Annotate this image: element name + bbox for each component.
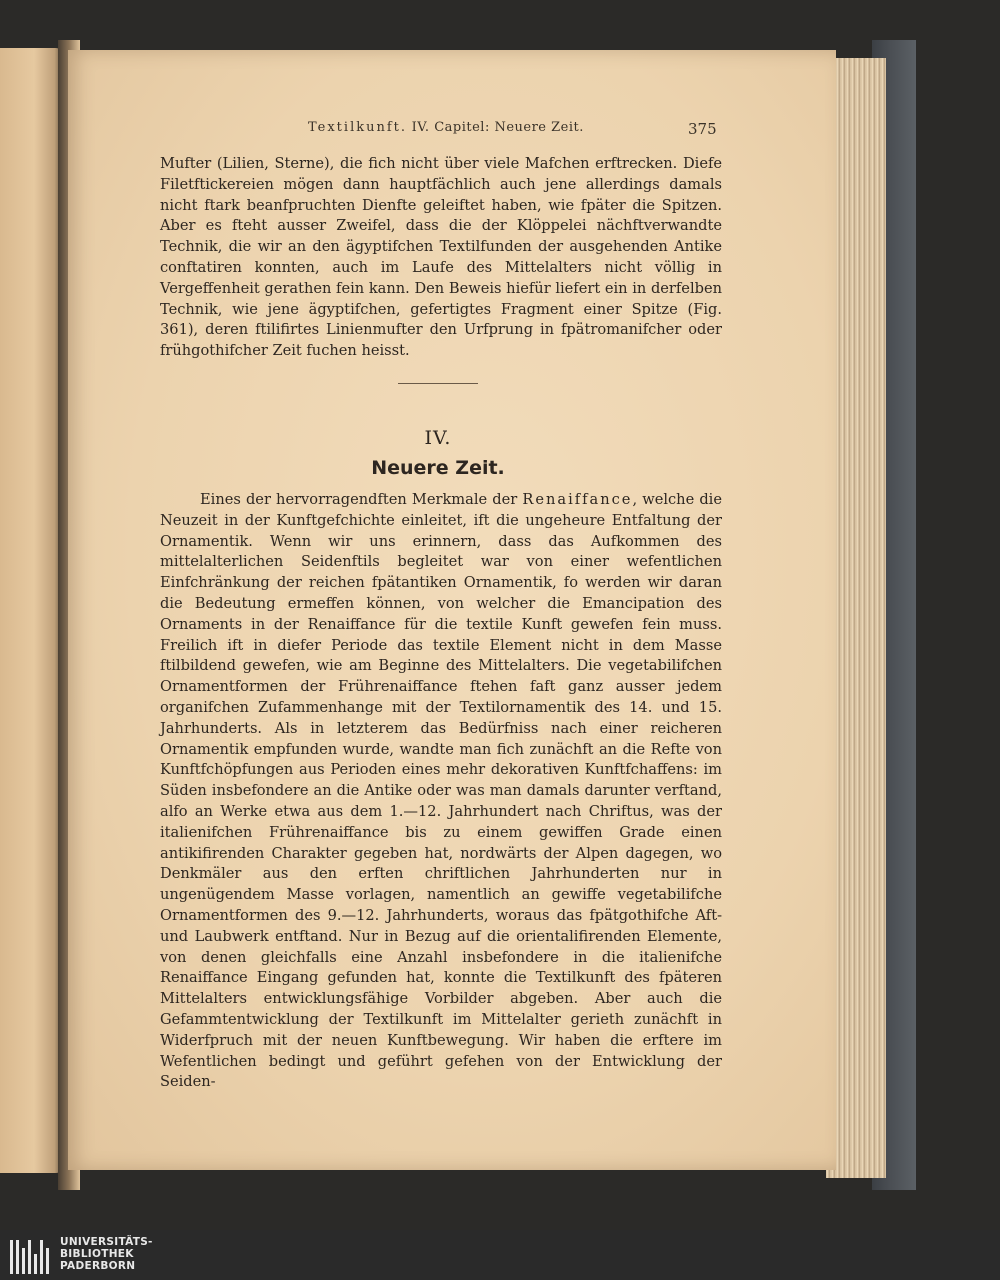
logo-line-3: PADERBORN <box>60 1260 136 1272</box>
chapter-title: Neuere Zeit. <box>371 457 505 479</box>
paragraph-text: Mufter (Lilien, Sterne), die fich nicht über viele Mafchen erftrecken. Diefe Filetftickereien mögen dann hauptfächlich auch jene allerdings damals nicht ftark beanfpruchten Dienfte geleiftet haben, wie fpäter die Spitzen. Aber es fteht ausser Zweifel, dass die der Klöppelei nächftverwandte Technik, die wir an den ägyptifchen Textilfunden der ausgehenden Antike conftatiren konnten, auch im Laufe des Mittelalters nicht völlig in Vergeffenheit gerathen fein kann. Den Beweis hiefür liefert ein in derfelben Technik, wie jene ägyptifchen, gefertigtes Fragment einer Spitze (Fig. 361), deren ftilifirtes Linienmufter den Urfprung in fpätromanifcher oder frühgothifcher Zeit fuchen heisst. <box>160 155 722 360</box>
left-page-edge <box>0 48 62 1173</box>
spaced-term: Renaiffance <box>522 491 633 508</box>
paragraph-text-start: Eines der hervorragendften Merkmale der <box>200 491 523 508</box>
running-subtitle: IV. Capitel: Neuere Zeit. <box>411 120 584 135</box>
library-logo-icon <box>8 1234 52 1278</box>
chapter-opening-paragraph <box>160 490 722 1093</box>
running-title: Textilkunft. <box>308 120 408 135</box>
logo-line-1: UNIVERSITÄTS- <box>60 1236 153 1248</box>
paragraph-text-rest: , welche die Neuzeit in der Kunftgefchichte einleitet, ift die ungeheure Entfaltung der Ornamentik. Wenn wir uns erinnern, dass das Aufkommen des mittelalterlichen Seidenftils begleitet war von einer wefentlichen Einfchränkung der reichen fpätantiken Ornamentik, fo werden wir daran die Bedeutung ermeffen können, von welcher die Emancipation des Ornaments in der Renaiffance für die textile Kunft gewefen fein muss. Freilich ift in diefer Periode das textile Element nicht in dem Masse ftilbildend gewefen, wie am Beginne des Mittelalters. Die vegetabilifchen Ornamentformen der Frührenaiffance ftehen faft ganz ausser jedem organifchen Zufammenhange mit der Textilornamentik des 14. und 15. Jahrhunderts. Als in letzterem das Bedürfniss nach einer reicheren Ornamentik empfunden wurde, wandte man fich zunächft an die Refte von Kunftfchöpfungen aus Perioden eines mehr dekorativen Kunftfchaffens: im Süden insbefondere an die Antike oder was man damals darunter verftand, alfo an Werke etwa aus dem 1.—12. Jahrhundert nach Chriftus, was der italienifchen Frührenaiffance bis zu einem gewiffen Grade einen antikifirenden Charakter gegeben hat, nordwärts der Alpen dagegen, wo Denkmäler aus den erften chriftlichen Jahrhunderten nur in ungenügendem Masse vorlagen, namentlich an gewiffe vegetabilifche Ornamentformen des 9.—12. Jahrhunderts, woraus das fpätgothifche Aft- und Laubwerk entftand. Nur in Bezug auf die orientalifirenden Elemente, von denen gleichfalls eine Anzahl insbefondere in die italienifche Renaiffance Eingang gefunden hat, konnte die Textilkunft des fpäteren Mittelalters entwicklungsfähige Vorbilder abgeben. Aber auch die Gefammtentwicklung der Textilkunft im Mittelalter gerieth zunächft in Widerfpruch mit der neuen Kunftbewegung. Wir haben die erftere im Wefentlichen bedingt und geführt gefehen von der Entwicklung der Seiden- <box>160 491 722 1091</box>
section-divider <box>398 383 478 384</box>
book-page <box>68 50 836 1170</box>
paragraph-text <box>160 490 722 1093</box>
page-number: 375 <box>688 120 717 138</box>
chapter-number: IV. <box>424 427 452 449</box>
footer-bar <box>0 1230 1000 1280</box>
library-logo-text <box>60 1236 153 1272</box>
logo-line-2: BIBLIOTHEK <box>60 1248 134 1260</box>
paragraph-continuation <box>160 154 722 362</box>
